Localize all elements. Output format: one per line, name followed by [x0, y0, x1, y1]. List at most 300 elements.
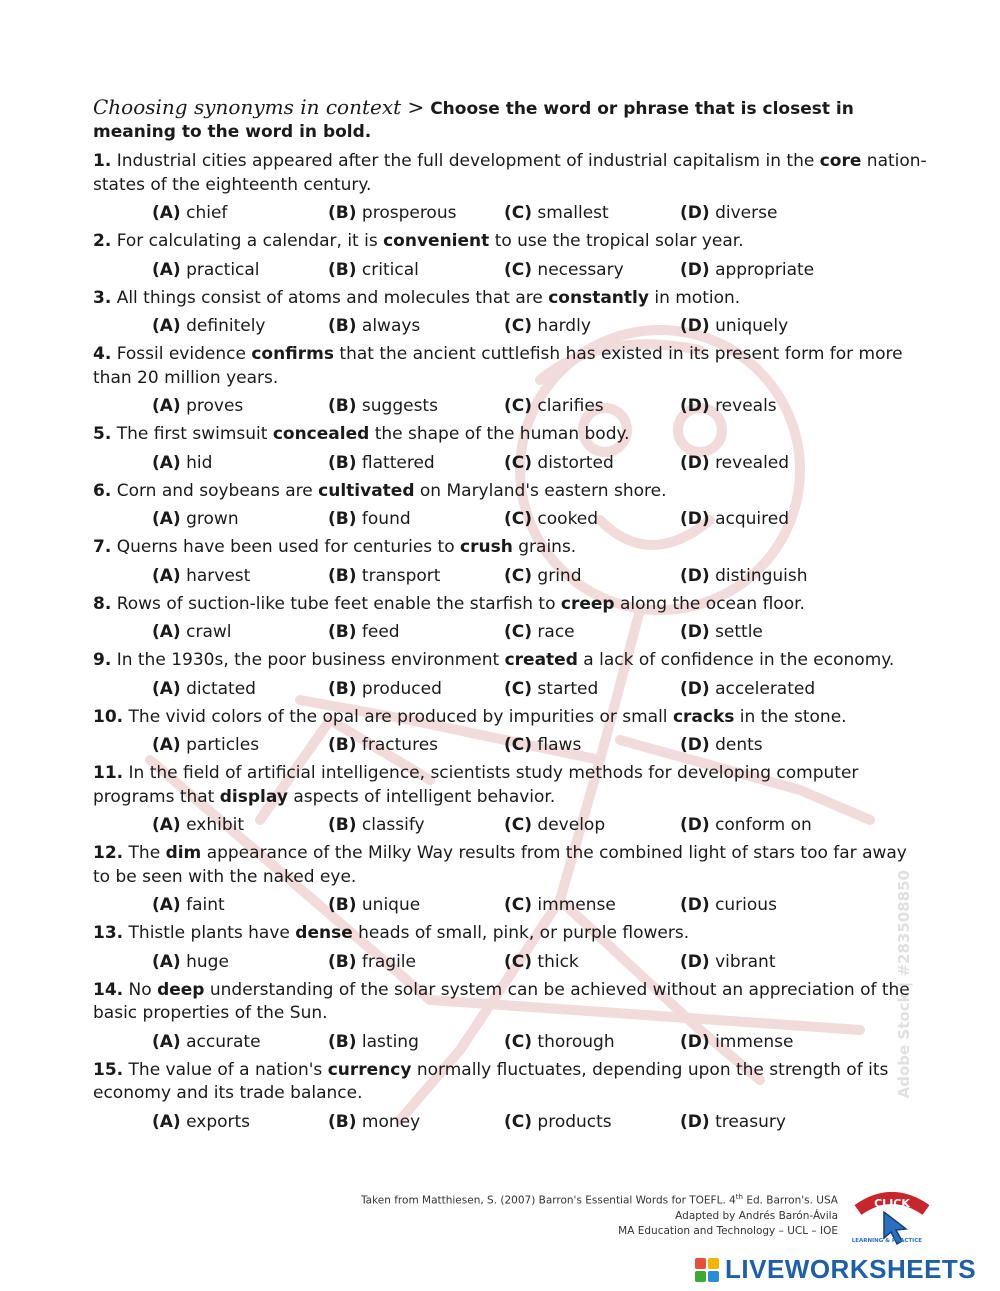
option-letter: (B) — [328, 815, 357, 835]
option-text: crawl — [186, 622, 232, 642]
target-word: dense — [295, 923, 353, 943]
answer-option[interactable] — [504, 814, 680, 837]
answer-option[interactable] — [152, 951, 328, 974]
target-word: display — [219, 786, 288, 807]
option-letter: (C) — [504, 622, 533, 642]
option-letter: (A) — [152, 396, 181, 416]
title-instruction: Choose the word or phrase that is closest in meaning to the word in bold. — [93, 99, 854, 142]
option-text: flaws — [537, 735, 582, 755]
option-text: harvest — [186, 565, 251, 586]
answer-option[interactable] — [680, 259, 856, 282]
option-letter: (D) — [680, 565, 710, 586]
option-letter: (D) — [680, 951, 710, 972]
option-text: settle — [715, 622, 763, 642]
option-text: immense — [537, 895, 616, 915]
answer-options — [93, 814, 928, 837]
question-number: 13. — [93, 923, 124, 943]
option-letter: (A) — [152, 1031, 181, 1052]
answer-option[interactable] — [680, 734, 856, 757]
question-post: that the ancient cuttlefish has existed in its present form for more than 20 million years. — [93, 344, 903, 388]
question-number: 5. — [93, 424, 112, 444]
question-number: 6. — [93, 480, 112, 501]
question-text — [93, 423, 928, 447]
answer-option[interactable] — [328, 259, 504, 282]
question-text — [93, 1059, 928, 1106]
question-pre: Querns have been used for centuries to — [116, 537, 455, 557]
liveworksheets-brand — [695, 1254, 976, 1285]
option-text: huge — [186, 951, 229, 972]
answer-option[interactable] — [504, 565, 680, 588]
question-number: 1. — [93, 151, 112, 171]
option-text: lasting — [361, 1031, 419, 1052]
answer-option[interactable] — [680, 395, 856, 418]
answer-options — [93, 508, 928, 531]
answer-option[interactable] — [152, 894, 328, 917]
answer-options — [93, 894, 928, 917]
option-letter: (C) — [504, 396, 533, 416]
answer-options — [93, 678, 928, 701]
answer-option[interactable] — [504, 734, 680, 757]
option-letter: (A) — [152, 259, 181, 280]
option-letter: (B) — [328, 622, 357, 642]
question-text — [93, 343, 928, 390]
option-letter: (B) — [328, 509, 357, 529]
answer-option[interactable] — [680, 678, 856, 701]
title-script: Choosing synonyms in context > — [93, 95, 425, 119]
question-number: 9. — [93, 650, 112, 670]
target-word: core — [819, 151, 862, 171]
option-letter: (D) — [680, 1111, 710, 1132]
option-letter: (C) — [504, 452, 533, 473]
option-text: exports — [186, 1111, 251, 1132]
option-text: chief — [186, 203, 228, 223]
answer-option[interactable] — [328, 678, 504, 701]
question-number: 11. — [93, 763, 124, 783]
option-letter: (A) — [152, 678, 181, 699]
answer-options — [93, 202, 928, 225]
question-text — [93, 593, 928, 617]
option-letter: (D) — [680, 203, 710, 223]
option-text: particles — [186, 735, 260, 755]
question-post: heads of small, pink, or purple flowers. — [358, 923, 690, 943]
option-letter: (B) — [328, 1031, 357, 1052]
answer-option[interactable] — [152, 395, 328, 418]
question-block — [93, 287, 928, 339]
answer-option[interactable] — [504, 894, 680, 917]
answer-option[interactable] — [328, 202, 504, 225]
option-text: treasury — [715, 1111, 786, 1132]
option-text: accurate — [186, 1031, 261, 1052]
option-letter: (A) — [152, 1111, 181, 1132]
option-text: exhibit — [186, 815, 245, 835]
option-text: clarifies — [537, 396, 604, 416]
target-word: concealed — [272, 424, 370, 444]
logo-block — [695, 1271, 706, 1282]
option-text: thorough — [537, 1031, 615, 1052]
question-text — [93, 762, 928, 809]
target-word: dim — [165, 843, 202, 863]
answer-options — [93, 452, 928, 475]
answer-option[interactable] — [328, 734, 504, 757]
target-word: cultivated — [318, 480, 415, 501]
question-post: a lack of confidence in the economy. — [583, 650, 895, 670]
question-block — [93, 150, 928, 225]
answer-option[interactable] — [504, 202, 680, 225]
answer-option[interactable] — [504, 1111, 680, 1134]
option-text: race — [537, 622, 575, 642]
option-text: develop — [537, 815, 606, 835]
option-letter: (B) — [328, 735, 357, 755]
answer-option[interactable] — [328, 315, 504, 338]
citation-footer — [361, 1190, 838, 1239]
question-number: 15. — [93, 1059, 124, 1080]
question-number: 7. — [93, 537, 112, 557]
question-pre: Corn and soybeans are — [116, 480, 313, 501]
option-letter: (B) — [328, 895, 357, 915]
answer-option[interactable] — [152, 734, 328, 757]
answer-option[interactable] — [680, 951, 856, 974]
option-letter: (A) — [152, 622, 181, 642]
option-letter: (D) — [680, 1031, 710, 1052]
option-letter: (B) — [328, 259, 357, 280]
answer-option[interactable] — [504, 315, 680, 338]
question-text — [93, 706, 928, 730]
worksheet-content — [93, 96, 928, 1139]
answer-option[interactable] — [152, 1111, 328, 1134]
answer-option[interactable] — [328, 395, 504, 418]
option-text: reveals — [715, 396, 777, 416]
answer-option[interactable] — [680, 508, 856, 531]
option-letter: (B) — [328, 203, 357, 223]
question-text — [93, 649, 928, 673]
option-letter: (A) — [152, 509, 181, 529]
question-block — [93, 230, 928, 282]
badge-ribbon: LEARNING & PRACTICE — [851, 1238, 922, 1244]
citation-source: Taken from Matthiesen, S. (2007) Barron's Essential Words for TOEFL. 4th Ed. Barron's. USA — [360, 1193, 838, 1207]
question-post: the shape of the human body. — [374, 424, 630, 444]
option-letter: (D) — [680, 735, 710, 755]
liveworksheets-logo-icon — [695, 1258, 719, 1282]
option-letter: (B) — [328, 452, 357, 473]
option-text: faint — [186, 895, 225, 915]
answer-option[interactable] — [504, 452, 680, 475]
option-text: products — [537, 1111, 612, 1132]
question-post: along the ocean floor. — [619, 593, 805, 614]
answer-options — [93, 565, 928, 588]
question-pre: The value of a nation's — [128, 1059, 323, 1080]
target-word: cracks — [672, 706, 735, 727]
option-text: grind — [537, 565, 582, 586]
option-text: prosperous — [361, 203, 457, 223]
option-text: cooked — [537, 509, 599, 529]
question-text — [93, 979, 928, 1026]
answer-option[interactable] — [152, 452, 328, 475]
option-text: hardly — [537, 316, 591, 336]
question-block — [93, 536, 928, 588]
option-letter: (A) — [152, 815, 181, 835]
question-block — [93, 1059, 928, 1134]
option-letter: (B) — [328, 951, 357, 972]
option-text: thick — [537, 951, 579, 972]
question-pre: Industrial cities appeared after the full development of industrial capitalism in the — [116, 151, 815, 171]
option-text: curious — [715, 895, 777, 915]
option-text: revealed — [715, 452, 790, 473]
option-letter: (A) — [152, 452, 181, 473]
option-text: distinguish — [715, 565, 808, 586]
target-word: convenient — [383, 231, 490, 251]
option-text: definitely — [186, 316, 266, 336]
question-text — [93, 922, 928, 946]
answer-option[interactable] — [504, 1031, 680, 1054]
answer-option[interactable] — [680, 1111, 856, 1134]
answer-options — [93, 951, 928, 974]
option-text: immense — [715, 1031, 794, 1052]
option-letter: (D) — [680, 815, 710, 835]
option-text: diverse — [715, 203, 778, 223]
question-block — [93, 343, 928, 418]
option-letter: (B) — [328, 1111, 357, 1132]
answer-option[interactable] — [504, 621, 680, 644]
option-text: distorted — [537, 452, 614, 473]
answer-option[interactable] — [680, 452, 856, 475]
answer-option[interactable] — [680, 1031, 856, 1054]
question-block — [93, 593, 928, 645]
question-pre: For calculating a calendar, it is — [116, 231, 378, 251]
option-text: critical — [361, 259, 419, 280]
answer-option[interactable] — [328, 1111, 504, 1134]
option-letter: (C) — [504, 895, 533, 915]
question-block — [93, 979, 928, 1054]
answer-option[interactable] — [504, 951, 680, 974]
question-number: 3. — [93, 287, 112, 308]
target-word: currency — [327, 1059, 412, 1080]
answer-option[interactable] — [680, 202, 856, 225]
question-pre: The — [128, 843, 161, 863]
option-letter: (D) — [680, 316, 710, 336]
target-word: creep — [560, 593, 615, 614]
worksheet-title — [93, 96, 928, 144]
option-text: suggests — [361, 396, 438, 416]
answer-option[interactable] — [680, 894, 856, 917]
question-post: nation-states of the eighteenth century. — [93, 151, 927, 195]
answer-options — [93, 621, 928, 644]
question-post: to use the tropical solar year. — [494, 231, 744, 251]
option-letter: (B) — [328, 565, 357, 586]
question-block — [93, 706, 928, 758]
question-pre: All things consist of atoms and molecules that are — [116, 287, 543, 308]
question-list — [93, 150, 928, 1134]
answer-option[interactable] — [680, 814, 856, 837]
option-text: feed — [361, 622, 400, 642]
logo-block — [708, 1258, 719, 1269]
badge-word: CLICK — [874, 1197, 910, 1210]
answer-options — [93, 395, 928, 418]
answer-option[interactable] — [328, 1031, 504, 1054]
target-word: crush — [460, 537, 513, 557]
question-block — [93, 649, 928, 701]
target-word: deep — [157, 979, 205, 1000]
liveworksheets-wordmark: LIVEWORKSHEETS — [725, 1254, 977, 1284]
answer-option[interactable] — [328, 452, 504, 475]
question-block — [93, 423, 928, 475]
option-text: practical — [186, 259, 260, 280]
question-block — [93, 480, 928, 532]
question-number: 14. — [93, 979, 124, 1000]
question-text — [93, 230, 928, 254]
question-number: 12. — [93, 843, 124, 863]
citation-program: MA Education and Technology – UCL – IOE — [618, 1224, 838, 1237]
option-text: appropriate — [715, 259, 815, 280]
question-post: grains. — [518, 537, 577, 557]
option-text: fragile — [361, 951, 416, 972]
option-letter: (A) — [152, 565, 181, 586]
option-letter: (C) — [504, 815, 533, 835]
option-letter: (A) — [152, 951, 181, 972]
option-letter: (B) — [328, 678, 357, 699]
answer-option[interactable] — [328, 951, 504, 974]
option-letter: (C) — [504, 1111, 533, 1132]
answer-options — [93, 1031, 928, 1054]
option-text: accelerated — [715, 678, 816, 699]
option-letter: (A) — [152, 895, 181, 915]
option-text: found — [361, 509, 411, 529]
answer-options — [93, 734, 928, 757]
answer-option[interactable] — [680, 565, 856, 588]
option-letter: (C) — [504, 678, 533, 699]
logo-block — [695, 1258, 706, 1269]
answer-option[interactable] — [504, 508, 680, 531]
answer-options — [93, 1111, 928, 1134]
option-letter: (B) — [328, 316, 357, 336]
answer-option[interactable] — [504, 259, 680, 282]
stock-watermark-text: Adobe Stock | #283508850 — [895, 870, 913, 1099]
option-text: transport — [361, 565, 441, 586]
option-letter: (D) — [680, 452, 710, 473]
option-text: classify — [361, 815, 425, 835]
answer-option[interactable] — [328, 894, 504, 917]
question-number: 8. — [93, 593, 112, 614]
option-letter: (D) — [680, 895, 710, 915]
option-text: money — [361, 1111, 421, 1132]
answer-option[interactable] — [152, 259, 328, 282]
target-word: created — [504, 650, 578, 670]
option-text: conform on — [715, 815, 812, 835]
citation-adapted: Adapted by Andrés Barón-Ávila — [675, 1209, 838, 1222]
option-letter: (D) — [680, 622, 710, 642]
answer-option[interactable] — [504, 395, 680, 418]
answer-option[interactable] — [152, 678, 328, 701]
answer-option[interactable] — [152, 565, 328, 588]
option-letter: (C) — [504, 203, 533, 223]
answer-option[interactable] — [152, 315, 328, 338]
question-number: 2. — [93, 231, 112, 251]
question-text — [93, 150, 928, 197]
question-post: in motion. — [654, 287, 741, 308]
option-letter: (C) — [504, 316, 533, 336]
answer-option[interactable] — [328, 814, 504, 837]
answer-option[interactable] — [328, 565, 504, 588]
option-text: unique — [361, 895, 421, 915]
question-number: 10. — [93, 706, 124, 727]
option-text: proves — [186, 396, 244, 416]
option-text: started — [537, 678, 599, 699]
question-text — [93, 536, 928, 560]
option-text: necessary — [537, 259, 624, 280]
click-badge-logo — [848, 1188, 936, 1248]
answer-option[interactable] — [328, 508, 504, 531]
option-letter: (D) — [680, 509, 710, 529]
answer-option[interactable] — [152, 1031, 328, 1054]
answer-options — [93, 259, 928, 282]
option-text: hid — [186, 452, 213, 473]
question-pre: In the field of artificial intelligence, scientists study methods for developing computer programs that — [93, 763, 859, 807]
option-text: fractures — [361, 735, 439, 755]
question-block — [93, 922, 928, 974]
option-letter: (D) — [680, 678, 710, 699]
answer-options — [93, 315, 928, 338]
option-letter: (C) — [504, 509, 533, 529]
answer-option[interactable] — [328, 621, 504, 644]
option-text: always — [361, 316, 421, 336]
option-letter: (C) — [504, 735, 533, 755]
option-letter: (A) — [152, 316, 181, 336]
option-text: flattered — [361, 452, 435, 473]
question-post: on Maryland's eastern shore. — [419, 480, 667, 501]
option-letter: (D) — [680, 259, 710, 280]
option-letter: (A) — [152, 735, 181, 755]
answer-option[interactable] — [152, 508, 328, 531]
question-block — [93, 762, 928, 837]
question-text — [93, 480, 928, 504]
question-pre: The vivid colors of the opal are produced by impurities or small — [128, 706, 668, 727]
answer-option[interactable] — [680, 621, 856, 644]
answer-option[interactable] — [152, 621, 328, 644]
question-post: in the stone. — [739, 706, 847, 727]
option-letter: (C) — [504, 1031, 533, 1052]
question-post: understanding of the solar system can be achieved without an appreciation of the basic properties of the Sun. — [93, 979, 910, 1023]
option-text: uniquely — [715, 316, 789, 336]
answer-option[interactable] — [152, 202, 328, 225]
option-text: produced — [361, 678, 442, 699]
option-letter: (C) — [504, 565, 533, 586]
option-text: dents — [715, 735, 763, 755]
option-text: smallest — [537, 203, 609, 223]
option-text: acquired — [715, 509, 789, 529]
option-letter: (D) — [680, 396, 710, 416]
question-post: appearance of the Milky Way results from the combined light of stars too far away to be seen with the naked eye. — [93, 843, 907, 887]
question-pre: The first swimsuit — [116, 424, 268, 444]
logo-block — [708, 1271, 719, 1282]
answer-option[interactable] — [680, 315, 856, 338]
option-letter: (A) — [152, 203, 181, 223]
option-letter: (C) — [504, 951, 533, 972]
question-pre: Fossil evidence — [116, 344, 246, 364]
question-text — [93, 842, 928, 889]
option-text: dictated — [186, 678, 256, 699]
question-post: normally fluctuates, depending upon the strength of its economy and its trade balance. — [93, 1059, 889, 1103]
question-pre: No — [128, 979, 152, 1000]
answer-option[interactable] — [504, 678, 680, 701]
option-letter: (B) — [328, 396, 357, 416]
option-letter: (C) — [504, 259, 533, 280]
question-block — [93, 842, 928, 917]
target-word: constantly — [548, 287, 649, 308]
question-post: aspects of intelligent behavior. — [293, 786, 556, 807]
question-text — [93, 287, 928, 311]
question-number: 4. — [93, 344, 112, 364]
answer-option[interactable] — [152, 814, 328, 837]
option-text: grown — [186, 509, 239, 529]
